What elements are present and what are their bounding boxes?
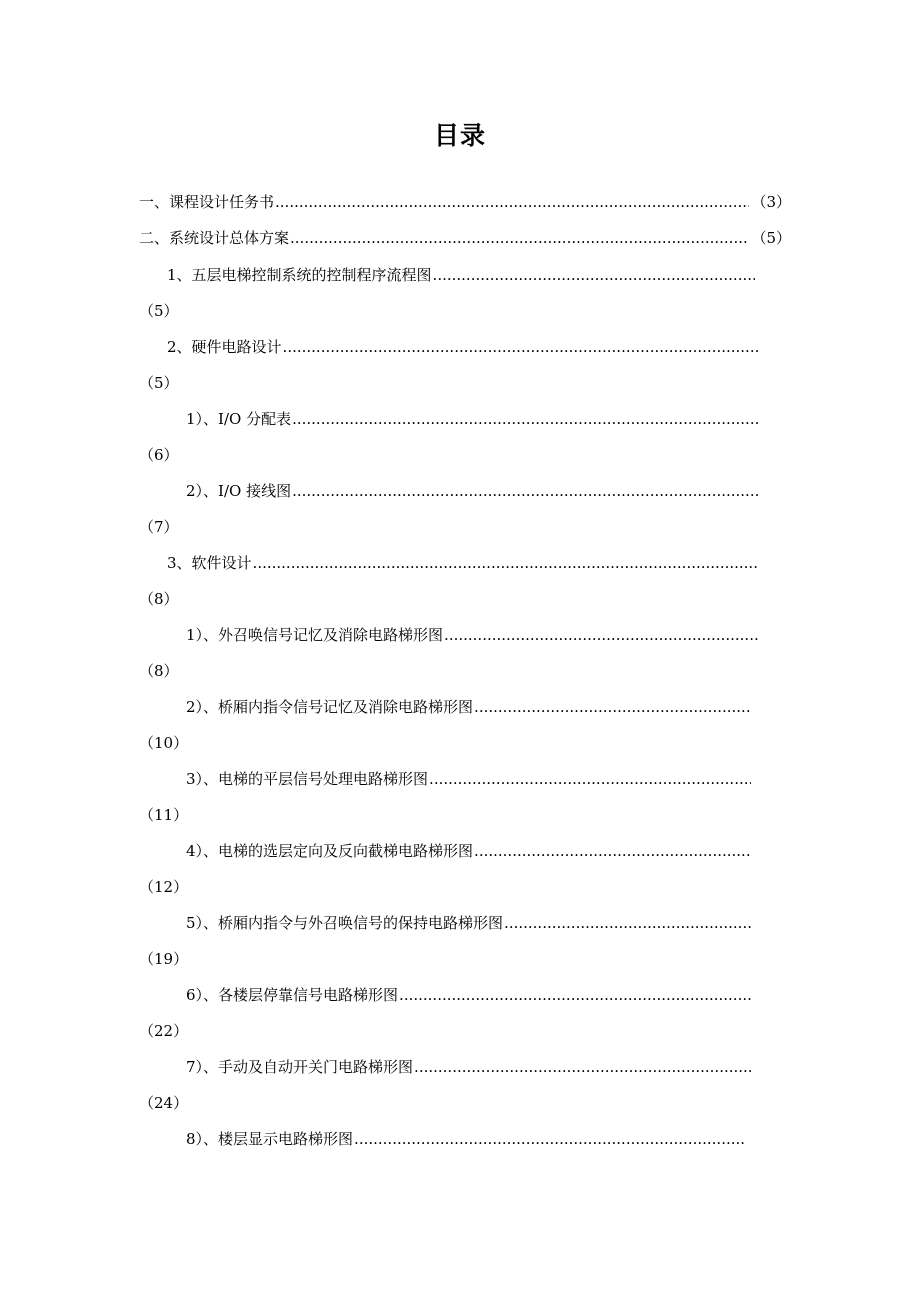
toc-entry-page: （22） xyxy=(139,1022,189,1040)
toc-entry[interactable] xyxy=(139,228,791,248)
toc-leader-dots xyxy=(433,265,755,285)
toc-entry-label: 2）、I/O 接线图 xyxy=(186,482,292,500)
page-title: 目录 xyxy=(433,121,486,150)
toc-entry-page: （12） xyxy=(139,878,189,896)
toc-entry[interactable] xyxy=(167,337,761,357)
toc-leader-dots xyxy=(290,228,749,248)
toc-entry-page: （5） xyxy=(139,374,179,392)
toc-entry-page: （8） xyxy=(139,590,179,608)
toc-entry-label: 一、课程设计任务书 xyxy=(139,193,275,211)
toc-leader-dots xyxy=(474,697,751,717)
toc-entry-label: 1）、外召唤信号记忆及消除电路梯形图 xyxy=(186,626,444,644)
toc-entry-label: 1、五层电梯控制系统的控制程序流程图 xyxy=(167,266,432,284)
toc-entry-page: （11） xyxy=(139,806,189,824)
toc-entry[interactable] xyxy=(186,1129,748,1149)
toc-entry-label: 7）、手动及自动开关门电路梯形图 xyxy=(186,1058,414,1076)
toc-entry-label: 3）、电梯的平层信号处理电路梯形图 xyxy=(186,770,429,788)
toc-entry-label: 8）、楼层显示电路梯形图 xyxy=(186,1130,354,1148)
toc-leader-dots xyxy=(399,985,751,1005)
toc-entry-page: （5） xyxy=(751,229,791,247)
toc-entry-label: 1）、I/O 分配表 xyxy=(186,410,292,428)
toc-entry-label: 2、硬件电路设计 xyxy=(167,338,282,356)
toc-entry[interactable] xyxy=(186,1057,753,1077)
toc-leader-dots xyxy=(253,553,759,573)
toc-leader-dots xyxy=(354,1129,746,1149)
toc-entry-page: （7） xyxy=(139,518,179,536)
toc-leader-dots xyxy=(504,913,751,933)
toc-entry-page: （6） xyxy=(139,446,179,464)
toc-entry-label: 5）、桥厢内指令与外召唤信号的保持电路梯形图 xyxy=(186,914,504,932)
toc-entry-label: 2）、桥厢内指令信号记忆及消除电路梯形图 xyxy=(186,698,474,716)
toc-leader-dots xyxy=(414,1057,751,1077)
toc-leader-dots xyxy=(429,769,751,789)
toc-entry[interactable] xyxy=(186,913,753,933)
toc-leader-dots xyxy=(444,625,759,645)
toc-leader-dots xyxy=(292,481,760,501)
toc-entry[interactable] xyxy=(186,841,753,861)
toc-entry[interactable] xyxy=(186,481,762,501)
toc-entry[interactable] xyxy=(186,409,762,429)
toc-entry-label: 4）、电梯的选层定向及反向截梯电路梯形图 xyxy=(186,842,474,860)
toc-entry-page: （5） xyxy=(139,302,179,320)
toc-entry-page: （3） xyxy=(751,193,791,211)
toc-entry-page: （8） xyxy=(139,662,179,680)
toc-entry[interactable] xyxy=(186,985,753,1005)
toc-leader-dots xyxy=(292,409,760,429)
toc-entry[interactable] xyxy=(186,625,761,645)
toc-entry-label: 3、软件设计 xyxy=(167,554,252,572)
toc-entry[interactable] xyxy=(186,697,753,717)
toc-entry[interactable] xyxy=(167,265,757,285)
toc-leader-dots xyxy=(474,841,751,861)
toc-entry-page: （24） xyxy=(139,1094,189,1112)
toc-entry[interactable] xyxy=(186,769,753,789)
toc-leader-dots xyxy=(283,337,759,357)
toc-entry[interactable] xyxy=(167,553,761,573)
toc-entry-label: 6）、各楼层停靠信号电路梯形图 xyxy=(186,986,399,1004)
toc-entry-page: （19） xyxy=(139,950,189,968)
toc-entry-page: （10） xyxy=(139,734,189,752)
toc-entry[interactable] xyxy=(139,192,791,212)
toc-leader-dots xyxy=(275,192,749,212)
toc-entry-label: 二、系统设计总体方案 xyxy=(139,229,290,247)
